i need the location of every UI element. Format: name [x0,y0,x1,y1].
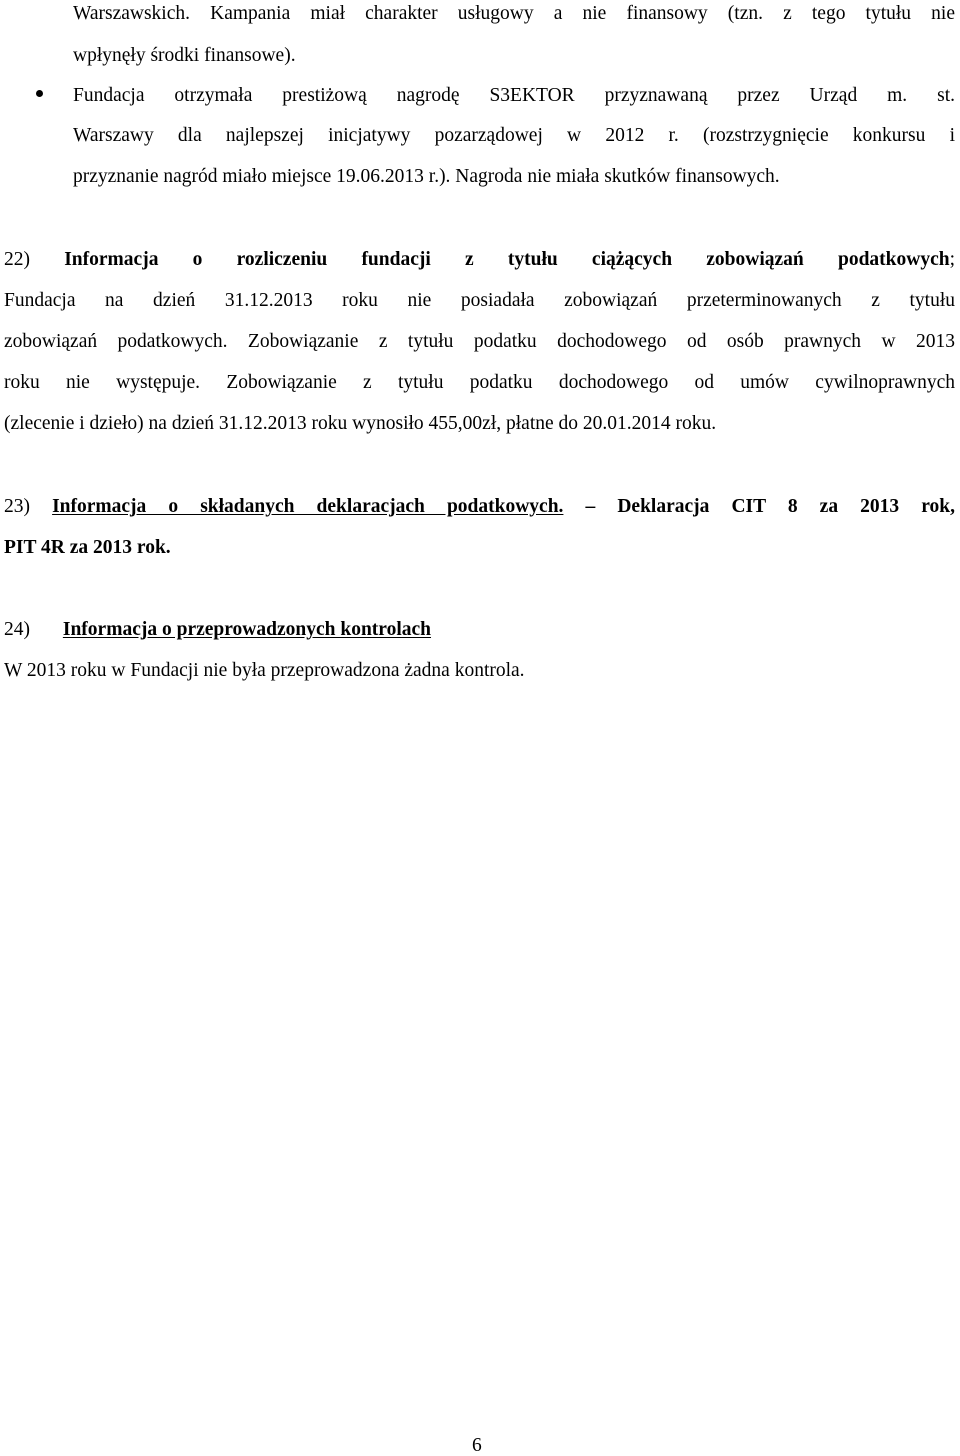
section-number: 23) [4,496,30,517]
paragraph-line: W 2013 roku w Fundacji nie była przeprowadzona żadna kontrola. [4,660,525,681]
bullet-text-line: wpłynęły środki finansowe). [73,45,296,66]
declaration-text: – Deklaracja CIT 8 za 2013 rok, [585,496,956,517]
section-23-heading-line [4,497,955,517]
section-22-heading-line [4,250,955,270]
section-number: 22) [4,249,30,270]
section-number: 24) [4,619,30,640]
section-heading: Informacja o przeprowadzonych kontrolach [62,619,432,640]
paragraph-line: Fundacja na dzień 31.12.2013 roku nie posiadała zobowiązań przeterminowanych z tytułu [4,290,955,311]
paragraph-line: (zlecenie i dzieło) na dzień 31.12.2013 roku wynosiło 455,00zł, płatne do 20.01.2014 roku. [4,413,717,434]
bullet-text-line: Warszawy dla najlepszej inicjatywy pozarządowej w 2012 r. (rozstrzygnięcie konkursu i [73,125,955,146]
declaration-text-part: Deklaracja CIT 8 za 2013 rok, [617,496,956,517]
paragraph-line: zobowiązań podatkowych. Zobowiązanie z tytułu podatku dochodowego od osób prawnych w 2013 [4,331,955,352]
section-24-heading-line [4,620,431,640]
bullet-text-line: przyznanie nagród miało miejsce 19.06.2013 r.). Nagroda nie miała skutków finansowych. [73,166,780,187]
section-heading: Informacja o rozliczeniu fundacji z tytułu ciążących zobowiązań podatkowych [64,249,950,270]
heading-punctuation: ; [949,249,956,270]
section-heading: Informacja o składanych deklaracjach podatkowych. [52,496,564,517]
bullet-text-line: Fundacja otrzymała prestiżową nagrodę S3EKTOR przyznawaną przez Urząd m. st. [73,85,955,106]
paragraph-line: roku nie występuje. Zobowiązanie z tytułu podatku dochodowego od umów cywilnoprawnych [4,372,955,393]
bullet-icon [36,90,43,97]
declaration-text-line: PIT 4R za 2013 rok. [4,537,171,558]
page-number: 6 [472,1435,482,1456]
bullet-text-line: Warszawskich. Kampania miał charakter usługowy a nie finansowy (tzn. z tego tytułu nie [73,3,955,24]
